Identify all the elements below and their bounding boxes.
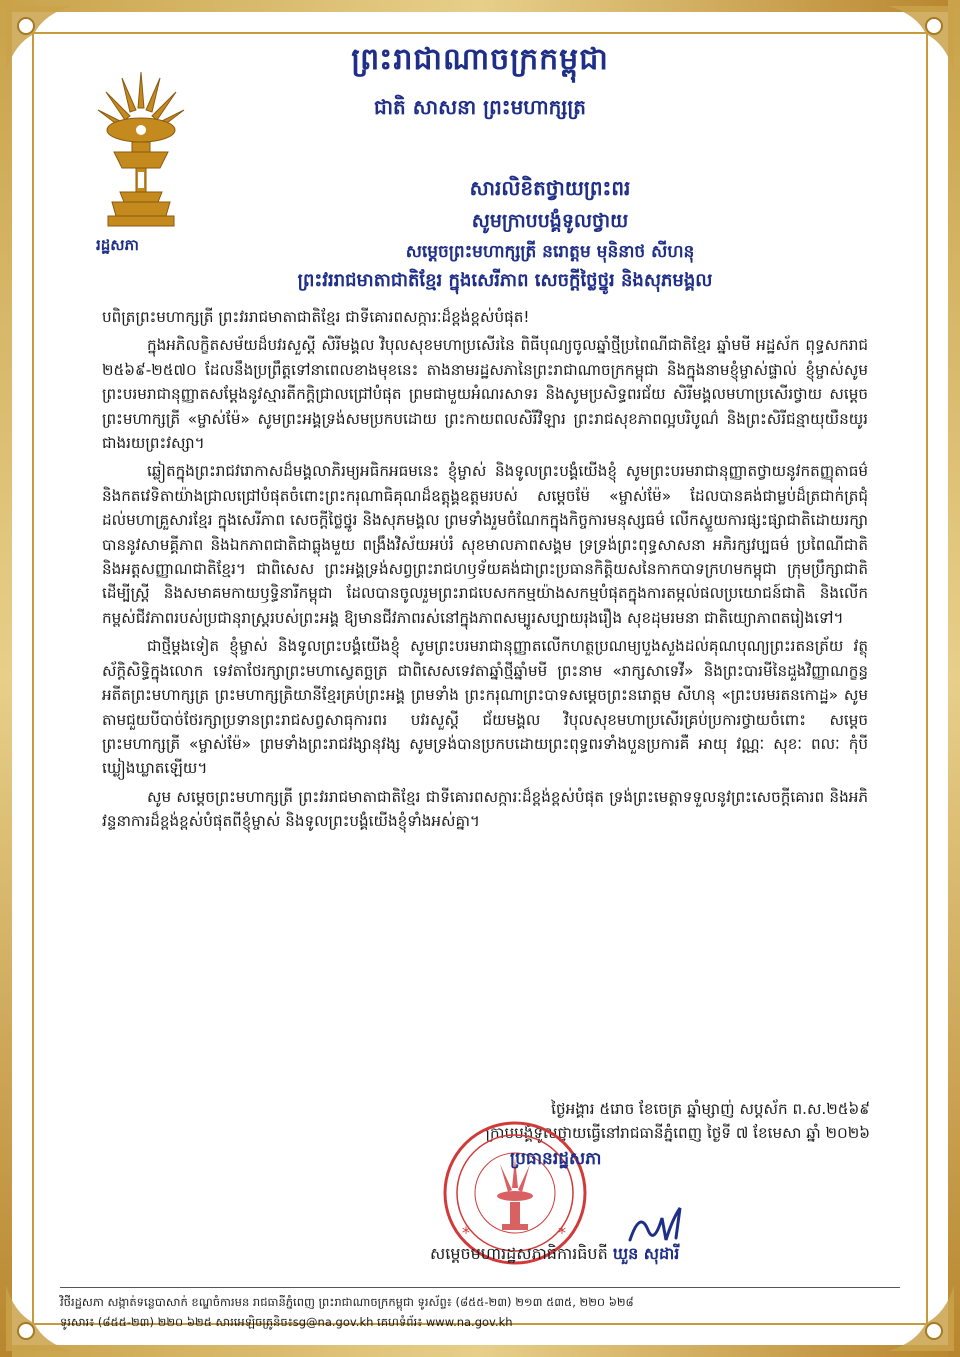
salutation: បពិត្រព្រះមហាក្សត្រី ព្រះវររាជមាតាជាតិខ្មែរ ជាទីគោរពសក្ការៈដ៏ខ្ពង់ខ្ពស់បំផុត! [102, 308, 530, 326]
svg-text:*: * [462, 1223, 470, 1242]
paragraph-1: ក្នុងអភិលក្ខិតសម័យដ៏បវរសួស្តី សិរីមង្គល វិបុលសុខមហាប្រសើរនៃ ពិធីបុណ្យចូលឆ្នាំថ្មីប្រពៃណីជាតិខ្មែរ ឆ្នាំមមី អដ្ឋស័ក ពុទ្ធសករាជ ២៥៦៩-២៥៧០ ដែលនឹងប្រព្រឹត្តទៅនាពេលខាងមុខនេះ តាងនាមរដ្ឋសភានៃព្រះរាជាណាចក្រកម្ពុជា និងក្នុងនាមខ្ញុំម្ចាស់ផ្ទាល់ ខ្ញុំម្ចាស់សូមព្រះបរមរាជានុញ្ញាតសម្តែងនូវស្មារតីកក្តិជ្រាលជ្រៅបំផុត ព្រមជាមួយអំណរសាទរ និងសូមប្រសិទ្ធពរជ័យ សិរីមង្គលមហាប្រសើរថ្វាយ សម្តេចព្រះមហាក្សត្រី «ម្ចាស់ម៉ែ» សូមព្រះអង្គទ្រង់សមប្រកបដោយ ព្រះកាយពលសិរីវិឡារ ព្រះរាជសុខភាពល្អបរិបូណ៌ និងព្រះសិរីជន្មាយុយឺនយូរជាងរយព្រះវស្សា។ [102, 336, 868, 453]
signer-title: ប្រធានរដ្ឋសភា [510, 1149, 602, 1169]
emblem-label: រដ្ឋសភា [96, 236, 139, 254]
footer-contact [60, 1287, 900, 1332]
lunar-date: ថ្ងៃអង្គារ ៥រោច ខែចេត្រ ឆ្នាំម្សាញ់ សប្តស័ក ព.ស.២៥៦៩ [551, 1100, 870, 1118]
paragraph-3: ជាថ្មីម្តងទៀត ខ្ញុំម្ចាស់ និងទូលព្រះបង្គំយើងខ្ញុំ សូមព្រះបរមរាជានុញ្ញាតលើកហត្ថប្រណម្យបួងសួងដល់គុណបុណ្យព្រះរតនត្រ័យ វត្ថុស័ក្តិសិទ្ធិក្នុងលោក ទេវតាថែរក្សាព្រះមហាស្វេតច្ឆត្រ ជាពិសេសទេវតាឆ្នាំថ្មីឆ្នាំមមី ព្រះនាម «រាក្សសាទេវី» និងព្រះបារមីនៃដួងវិញ្ញាណក្ខន្ធអតីតព្រះមហាក្សត្រ ព្រះមហាក្សត្រិយានីខ្មែរគ្រប់ព្រះអង្គ ព្រមទាំង ព្រះករុណាព្រះបាទសម្តេចព្រះនរោត្តម សីហនុ «ព្រះបរមរតនកោដ្ឋ» សូមតាមជួយបីបាច់ថែរក្សាប្រទានព្រះរាជសព្វសាធុការពរ បវរសួស្តី ជ័យមង្គល វិបុលសុខមហាប្រសើរគ្រប់ប្រការថ្វាយចំពោះ សម្តេចព្រះមហាក្សត្រី «ម្ចាស់ម៉ែ» ព្រមទាំងព្រះរាជវង្សានុវង្ស សូមទ្រង់បានប្រកបដោយព្រះពុទ្ធពរទាំងបួនប្រការគឺ អាយុ វណ្ណៈ សុខៈ ពលៈ កុំបីឃ្លៀងឃ្លាតឡើយ។ [102, 637, 868, 778]
title-line-2: សូមក្រាបបង្គំទូលថ្វាយ [471, 210, 629, 232]
frame-left [0, 0, 12, 1357]
title-line-1: សារលិខិតថ្វាយព្រះពរ [469, 176, 631, 200]
national-motto: ជាតិ សាសនា ព្រះមហាក្សត្រ [374, 95, 586, 119]
paragraph-4: សូម សម្តេចព្រះមហាក្សត្រី ព្រះវររាជមាតាជាតិខ្មែរ ជាទីគោរពសក្ការៈដ៏ខ្ពង់ខ្ពស់បំផុត ទ្រង់ព្រះមេត្តាទទួលនូវព្រះសេចក្តីគោរព និងអភិវន្ទនាការដ៏ខ្ពង់ខ្ពស់បំផុតពីខ្ញុំម្ចាស់ និងទូលព្រះបង្គំយើងខ្ញុំទាំងអស់គ្នា។ [102, 787, 868, 831]
svg-text:*: * [558, 1223, 566, 1242]
kingdom-heading: ព្រះរាជាណាចក្រកម្ពុជា [351, 42, 609, 77]
frame-top [0, 0, 960, 12]
date-block [340, 1097, 870, 1145]
title-line-4: ព្រះវររាជមាតាជាតិខ្មែរ ក្នុងសេរីភាព សេចក្តីថ្លៃថ្នូរ និងសុភមង្គល [297, 270, 713, 291]
national-assembly-emblem-icon [92, 68, 190, 233]
frame-right [948, 0, 960, 1357]
paragraph-2: ឆ្លៀតក្នុងព្រះរាជវរោកាសដ៏មង្គលាភិរម្យអធិកអធមនេះ ខ្ញុំម្ចាស់ និងទូលព្រះបង្គំយើងខ្ញុំ សូមព្រះបរមរាជានុញ្ញាតថ្វាយនូវកតញ្ញុតាធម៌ និងកតវេទិតាយ៉ាងជ្រាលជ្រៅបំផុតចំពោះព្រះករុណាធិគុណដ៏ឧត្តុង្គឧត្តមរបស់ សម្តេចម៉ែ «ម្ចាស់ម៉ែ» ដែលបានគង់ជាម្លប់ដ៏ត្រជាក់ត្រជុំដល់មហាគ្រួសារខ្មែរ ក្នុងសេរីភាព សេចក្តីថ្លៃថ្នូរ និងសុភមង្គល ព្រមទាំងរួមចំណែកក្នុងកិច្ចការមនុស្សធម៌ លើកស្ទួយការផ្សះផ្សាជាតិដោយរក្សាបាននូវសាមគ្គីភាព និងឯកភាពជាតិជាធ្លុងមួយ ពង្រឹងវិស័យអប់រំ សុខមាលភាពសង្គម ទ្រទ្រង់ព្រះពុទ្ធសាសនា អភិរក្សវប្បធម៌ ប្រពៃណីជាតិ និងអត្តសញ្ញាណជាតិខ្មែរ។ ជាពិសេស ព្រះអង្គទ្រង់សព្វព្រះរាជហឫទ័យគង់ជាព្រះប្រធានកិត្តិយសនៃកាកបាទក្រហមកម្ពុជា ក្រុមប្រឹក្សាជាតិដើម្បីស្ត្រី និងសមាគមកាយឫទ្ធិនារីកម្ពុជា ដែលបានចូលរួមព្រះរាជបេសកកម្មយ៉ាងសកម្មបំផុតក្នុងការតម្កល់ផលប្រយោជន៍ជាតិ និងលើកកម្ពស់ជីវភាពរបស់ប្រជានុរាស្ត្ររបស់ព្រះអង្គ ឱ្យមានជីវភាពរស់នៅក្នុងភាពសម្បូរសប្បាយរុងរឿង សុខដុមរមនា ជាតិយ្យោភាពតរៀងទៅ។ [102, 462, 868, 627]
footer-address: វិថីរដ្ឋសភា សង្កាត់ទន្លេបាសាក់ ខណ្ឌចំការមន រាជធានីភ្នំពេញ ព្រះរាជាណាចក្រកម្ពុជា ទូរស័ព្ទ៖ (៨៥៥-២៣) ២១៣ ៥៣៥, ២២០ ៦២៨ [60, 1295, 634, 1309]
letter-title [200, 175, 900, 266]
signer-name-value: ឃួន សុដារី [612, 1244, 680, 1263]
signer-name [430, 1243, 679, 1267]
footer-contacts: ទូរសារ៖ (៨៥៥-២៣) ២២០ ៦២៥ សារអេឡិចត្រូនិច៖sg@na.gov.kh គេហទំព័រ៖ www.na.gov.kh [60, 1315, 513, 1329]
solar-date: ក្រាបបង្គំទូលថ្វាយធ្វើនៅរាជធានីភ្នំពេញ ថ្ងៃទី ៧ ខែមេសា ឆ្នាំ ២០២៦ [485, 1124, 870, 1142]
letter-body [102, 305, 868, 838]
title-line-3: សម្តេចព្រះមហាក្សត្រី នរោត្តម មុនិនាថ សីហនុ [405, 242, 695, 262]
frame-bottom [0, 1345, 960, 1357]
signer-name-prefix: សម្តេចមហារដ្ឋសភាធិការធិបតី [430, 1244, 608, 1263]
